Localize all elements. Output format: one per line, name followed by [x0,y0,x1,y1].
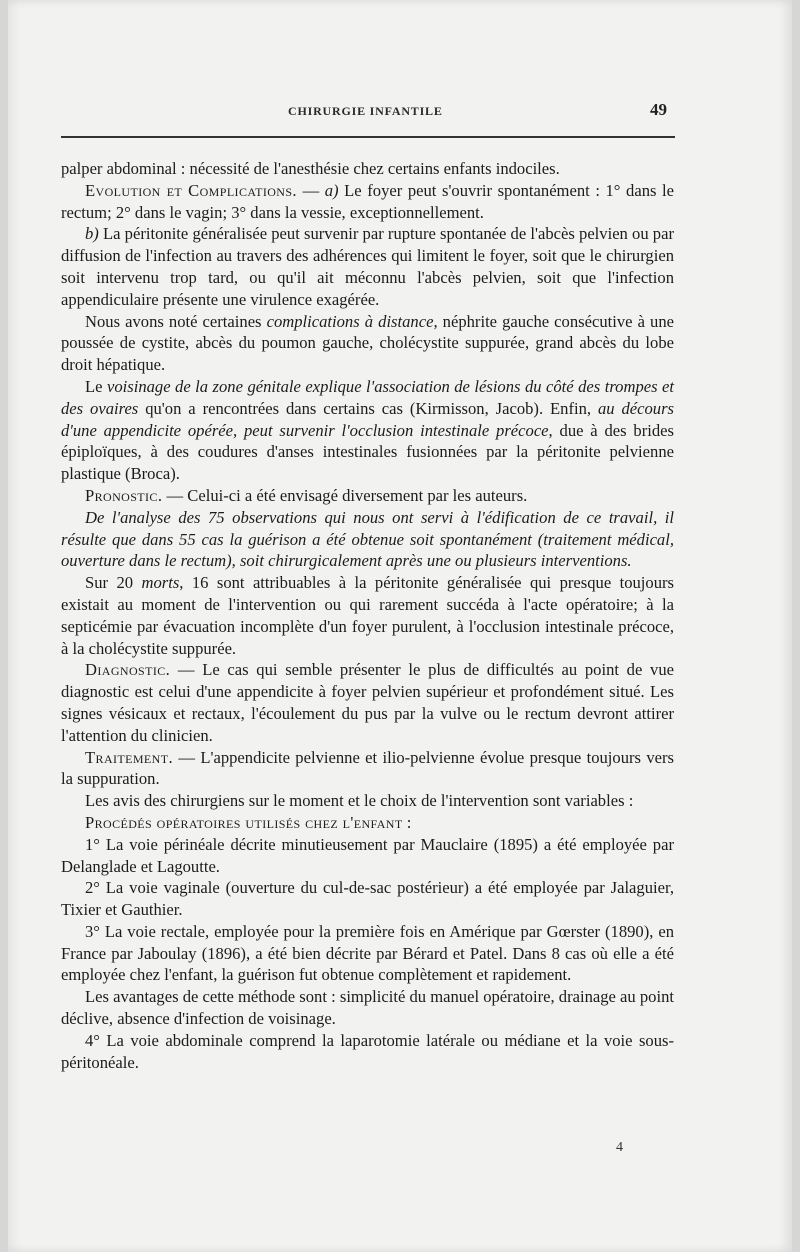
paragraph [61,572,674,659]
section-heading: Pronostic. [85,485,163,505]
paragraph [61,158,674,180]
paragraph [61,921,674,986]
italic-text: voisinage de la zone génitale explique l'association de lésions du côté des trompes et des ovaires [61,376,675,418]
text-run: Le foyer peut s'ouvrir spontanément : 1° dans le rectum; 2° dans le vagin; 3° dans la vessie, exceptionnellement. [61,180,674,222]
paragraph [61,877,674,921]
text-run: Le [85,376,107,396]
paragraph [61,659,674,746]
text-run: — [296,180,325,200]
running-title: CHIRURGIE INFANTILE [288,104,443,118]
paragraph [61,223,674,310]
paragraph [61,485,674,507]
book-page [8,0,792,1252]
paragraph [61,1030,674,1074]
page-number: 49 [650,100,667,119]
section-heading: Diagnostic. [85,660,171,680]
text-run: 4° La voie abdominale comprend la laparotomie latérale ou médiane et la voie sous-péritonéale. [61,1030,674,1072]
section-heading: Traitement. [85,747,174,767]
body-text [61,158,674,1073]
paragraph [61,812,674,834]
text-run: — Le cas qui semble présenter le plus de difficultés au point de vue diagnostic est celui d'une appendicite à foyer pelvien supérieur et profondément situé. Les signes vésicaux et rectaux, l'écoulement du pus par la vulve ou le rectum devront attirer l'attention du clinicien. [61,660,674,745]
paragraph [61,311,674,376]
paragraph [61,747,674,791]
italic-text: morts [141,573,180,593]
paragraph [61,986,674,1030]
paragraph [61,180,674,224]
paragraph [61,834,674,878]
italic-text: complications à distance [266,311,434,331]
text-run: , 16 sont attribuables à la péritonite généralisée qui presque toujours existait au moment de l'intervention ou qui rarement succéda à l'acte opératoire; à la septicémie par évacuation incomplète d'un foyer purulent, à l'occlusion intestinale précoce, à la cholécystite suppurée. [61,573,674,658]
text-run: — L'appendicite pelvienne et ilio-pelvienne évolue presque toujours vers la suppuration. [61,747,674,789]
page-header [8,100,792,124]
italic-text: b) [85,224,99,244]
section-heading: Procédés opératoires utilisés chez l'enfant [85,812,403,832]
text-run: La péritonite généralisée peut survenir par rupture spontanée de l'abcès pelvien ou par diffusion de l'infection au travers des adhérences qui limitent le foyer, soit que le chirurgien soit intervenu trop tard, ou qu'il ait méconnu l'abcès pelvien, soit que l'infection appendiculaire présente une virulence exagérée. [61,224,674,309]
text-run: 1° La voie périnéale décrite minutieusement par Mauclaire (1895) a été employée par Delanglade et Lagoutte. [61,834,674,876]
paragraph [61,376,674,485]
text-run: Nous avons noté certaines [85,311,267,331]
italic-text: au décours d'une appendicite opérée, peut survenir l'occlusion intestinale précoce [61,398,674,440]
paragraph [61,790,674,812]
text-run: qu'on a rencontrées dans certains cas (Kirmisson, Jacob). Enfin, [138,398,598,418]
section-heading: Evolution et Complications. [85,180,297,200]
text-run: Les avis des chirurgiens sur le moment et le choix de l'intervention sont variables : [85,791,634,811]
text-run: , due à des brides épiploïques, à des coudures d'anses intestinales fusionnées par la péritonite pelvienne plastique (Broca). [61,420,674,484]
header-rule [61,136,675,138]
italic-text: a) [324,180,339,200]
text-run: Sur 20 [85,573,142,593]
text-run: : [402,812,412,832]
text-run: — Celui-ci a été envisagé diversement par les auteurs. [162,485,528,505]
text-run: palper abdominal : nécessité de l'anesthésie chez certains enfants indociles. [61,159,560,178]
text-run: , néphrite gauche consécutive à une poussée de cystite, abcès du poumon gauche, cholécystite suppurée, grand abcès du lobe droit hépatique. [61,311,674,375]
text-run: 2° La voie vaginale (ouverture du cul-de-sac postérieur) a été employée par Jalaguier, Tixier et Gauthier. [61,878,674,920]
italic-text: De l'analyse des 75 observations qui nous ont servi à l'édification de ce travail, il résulte que dans 55 cas la guérison a été obtenue soit spontanément (traitement médical, ouverture dans le rectum), soit chirurgicalement après une ou plusieurs interventions. [61,507,674,571]
signature-mark: 4 [616,1140,623,1155]
text-run: Les avantages de cette méthode sont : simplicité du manuel opératoire, drainage au point déclive, absence d'infection de voisinage. [61,987,674,1029]
paragraph [61,507,674,572]
text-run: 3° La voie rectale, employée pour la première fois en Amérique par Gœrster (1890), en France par Jaboulay (1896), a été bien décrite par Bérard et Patel. Dans 8 cas où elle a été employée chez l'enfant, la guérison fut obtenue complètement et rapidement. [61,921,674,985]
